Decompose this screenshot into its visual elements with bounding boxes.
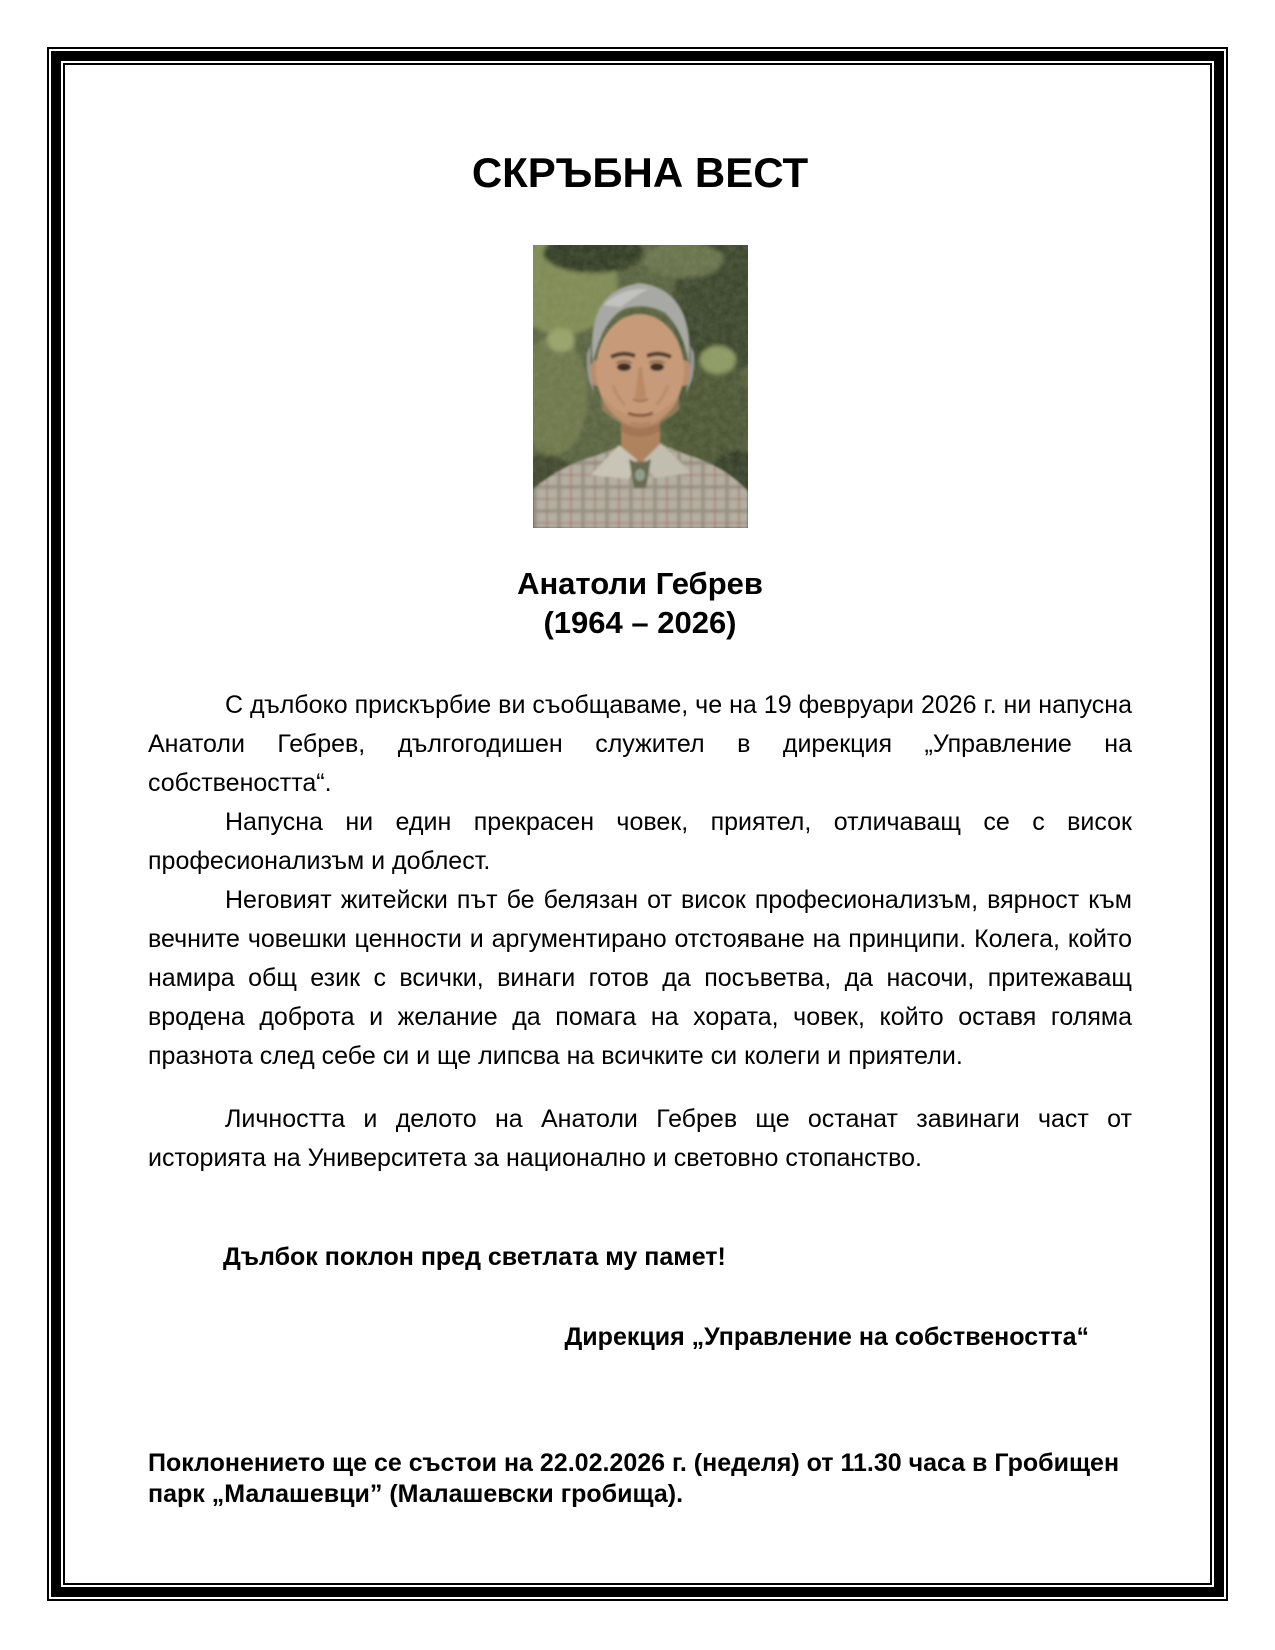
name-block bbox=[148, 564, 1132, 642]
portrait-photo-image bbox=[533, 245, 748, 528]
document-content bbox=[65, 149, 1210, 1585]
paragraph-character: Напусна ни един прекрасен човек, приятел, отличаващ се с висок професионализъм и доблест. bbox=[148, 808, 1132, 875]
funeral-info: Поклонението ще се състои на 22.02.2026 г. (неделя) от 11.30 часа в Гробищен парк „Малашевци” (Малашевски гробища). bbox=[148, 1449, 1120, 1508]
signature-line: Дирекция „Управление на собствеността“ bbox=[564, 1323, 1089, 1351]
border-thick-band bbox=[51, 51, 1224, 1597]
paragraph-legacy: Личността и делото на Анатоли Гебрев ще останат завинаги част от историята на Университета за национално и световно стопанство. bbox=[148, 1105, 1132, 1172]
portrait-photo bbox=[533, 245, 748, 528]
tribute-line: Дълбок поклон пред светлата му памет! bbox=[223, 1243, 726, 1271]
paragraph-announcement: С дълбоко прискърбие ви съобщаваме, че на 19 февруари 2026 г. ни напусна Анатоли Гебрев, дългогодишен служител в дирекция „Управление на собствеността“. bbox=[148, 691, 1132, 797]
life-years: (1964 – 2026) bbox=[543, 605, 737, 640]
paragraph-life-path: Неговият житейски път бе белязан от висок професионализъм, вярност към вечните човешки ценности и аргументирано отстояване на принципи. Колега, който намира общ език с всички, винаги готов да посъветва, да насочи, притежаващ вродена доброта и желание да помага на хората, човек, който оставя голяма празнота след себе си и ще липсва на всичките си колеги и приятели. bbox=[148, 886, 1132, 1070]
deceased-name: Анатоли Гебрев bbox=[517, 566, 763, 601]
border-inner-line bbox=[63, 63, 1212, 1585]
page-title: СКРЪБНА ВЕСТ bbox=[471, 149, 809, 196]
decorative-border-frame bbox=[47, 47, 1228, 1601]
